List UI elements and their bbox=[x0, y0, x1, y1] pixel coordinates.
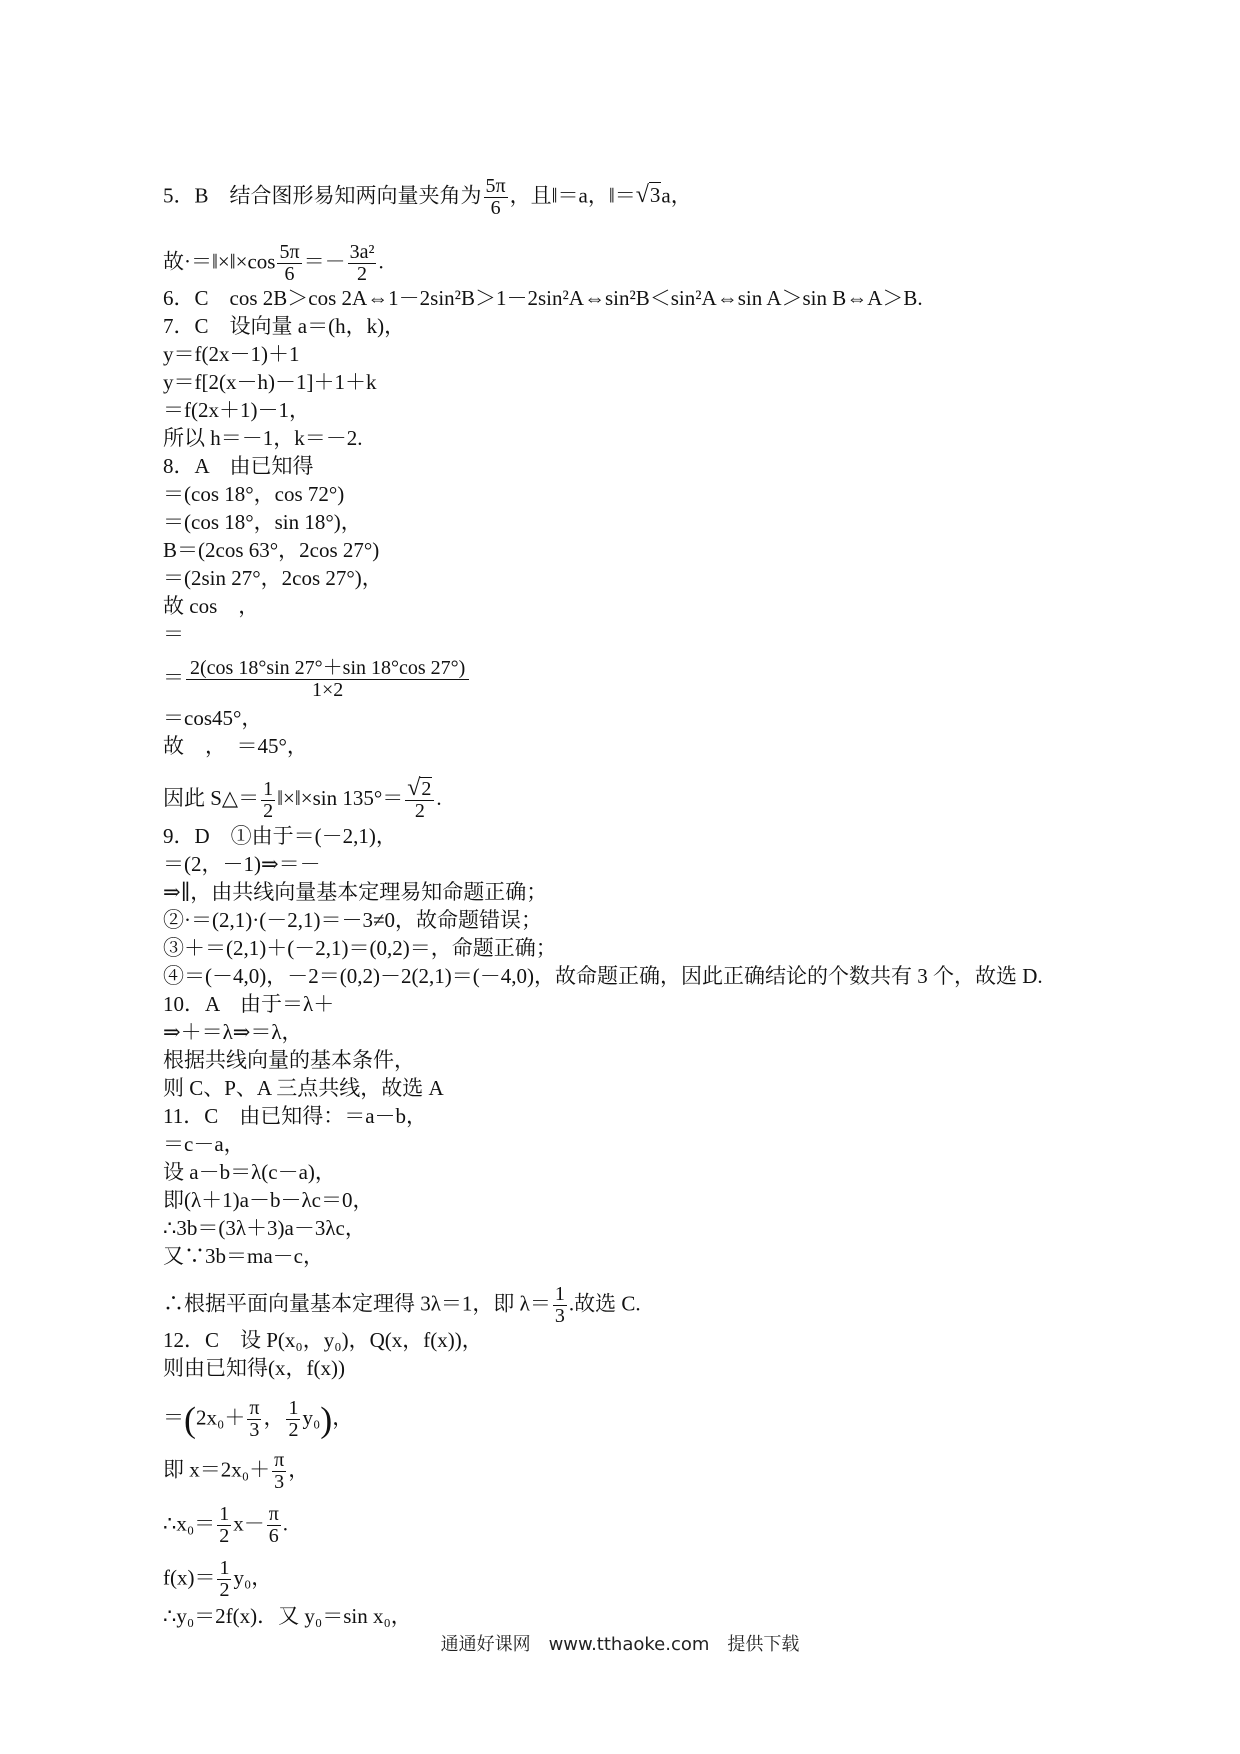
fraction bbox=[261, 779, 275, 822]
fraction-denominator: 2 bbox=[414, 800, 425, 822]
text-line bbox=[163, 284, 923, 312]
text-run: ③＋＝(2,1)＋(－2,1)＝(0,2)＝，命题正确； bbox=[163, 936, 557, 960]
page-footer: 通通好课网 www.tthaoke.com 提供下载 bbox=[440, 1634, 800, 1655]
text-run: 8．A 由已知得 bbox=[163, 454, 314, 478]
text-run: 则由已知得(x，f(x)) bbox=[163, 1356, 345, 1380]
text-run: ②·＝(2,1)·(－2,1)＝－3≠0，故命题错误； bbox=[163, 908, 542, 932]
text-run: 故·＝‖×‖×cos bbox=[163, 249, 276, 274]
text-run: ＝(cos 18°，sin 18°)， bbox=[163, 510, 362, 534]
fraction-denominator: 2 bbox=[263, 799, 274, 822]
text-run: ， bbox=[263, 1405, 285, 1430]
text-run: 7．C 设向量 a＝(h，k)， bbox=[163, 314, 406, 338]
big-parenthesis: ) bbox=[320, 1399, 333, 1440]
text-line bbox=[163, 1074, 444, 1102]
fraction bbox=[553, 1284, 567, 1327]
text-run: . bbox=[378, 249, 384, 274]
text-run: ∴根据平面向量基本定理得 3λ＝1，即 λ＝ bbox=[163, 1291, 551, 1316]
fraction bbox=[272, 1450, 286, 1493]
text-line bbox=[163, 564, 383, 592]
text-run: ， bbox=[332, 1405, 354, 1430]
text-run: ＝(cos 18°，cos 72°) bbox=[163, 482, 345, 506]
text-line bbox=[163, 1354, 345, 1382]
text-run: 即(λ＋1)a－b－λc＝0， bbox=[163, 1188, 374, 1212]
radical bbox=[636, 181, 662, 209]
text-run: ④＝(－4,0)，－2＝(0,2)－2(2,1)＝(－4,0)，故命题正确，因此正确结论的个数共有 3 个，故选 D. bbox=[163, 964, 1043, 988]
text-run: ＝cos45°， bbox=[163, 706, 263, 730]
fraction-denominator: 3 bbox=[274, 1471, 285, 1493]
text-run: ＝－ bbox=[303, 249, 346, 274]
text-line bbox=[163, 732, 308, 760]
text-run: 故 ， ＝45°， bbox=[163, 734, 308, 758]
radicand: 2 bbox=[421, 778, 432, 800]
text-line bbox=[163, 1242, 324, 1270]
fraction-denominator: 2 bbox=[219, 1579, 230, 1601]
fraction-denominator: 6 bbox=[490, 197, 501, 219]
text-run: ⇒∥，由共线向量基本定理易知命题正确； bbox=[163, 880, 548, 904]
big-parenthesis: ( bbox=[184, 1399, 196, 1440]
text-line bbox=[163, 1158, 336, 1186]
radical-sign: √ bbox=[635, 182, 649, 209]
fraction-numerator: π bbox=[249, 1397, 260, 1419]
text-line bbox=[163, 704, 262, 732]
fraction-numerator: 1 bbox=[219, 1503, 230, 1525]
text-run: . bbox=[436, 785, 442, 810]
fraction-numerator: π bbox=[274, 1449, 285, 1471]
fraction bbox=[247, 1398, 261, 1441]
text-line bbox=[163, 775, 442, 822]
text-run: 设 a－b＝λ(c－a)， bbox=[163, 1160, 336, 1184]
text-run: ‖×‖×sin 135°＝ bbox=[277, 785, 404, 810]
text-line bbox=[163, 1046, 415, 1074]
text-line bbox=[163, 1557, 273, 1601]
text-run: 根据共线向量的基本条件， bbox=[163, 1048, 415, 1072]
text-run: y₀， bbox=[233, 1565, 273, 1590]
text-run: 则 C、P、A 三点共线，故选 A bbox=[163, 1076, 444, 1100]
text-line bbox=[163, 1214, 366, 1242]
text-line bbox=[163, 962, 1043, 990]
radical-sign: √ bbox=[407, 775, 421, 801]
fraction-denominator: 6 bbox=[268, 1525, 279, 1547]
text-run: B＝(2cos 63°，2cos 27°) bbox=[163, 538, 380, 562]
text-run: 又∵3b＝ma－c， bbox=[163, 1244, 324, 1268]
text-line bbox=[163, 878, 547, 906]
text-line bbox=[163, 480, 344, 508]
text-run: y＝f(2x－1)＋1 bbox=[163, 342, 300, 366]
text-run: f(x)＝ bbox=[163, 1565, 216, 1590]
text-run: 10．A 由于＝λ＋ bbox=[163, 992, 335, 1016]
text-run: x－ bbox=[233, 1511, 265, 1536]
text-line bbox=[163, 850, 321, 878]
text-run: ＝f(2x＋1)－1， bbox=[163, 398, 310, 422]
fraction-denominator: 2 bbox=[288, 1419, 299, 1441]
text-line bbox=[163, 340, 299, 368]
text-run: ＝(2，－1)⇒＝－ bbox=[163, 852, 321, 876]
fraction-numerator: 3a² bbox=[349, 241, 375, 263]
fraction bbox=[277, 242, 301, 285]
text-run: 12．C 设 P(x₀，y₀)，Q(x，f(x))， bbox=[163, 1328, 483, 1352]
text-line bbox=[163, 1283, 641, 1327]
text-run: 5．B 结合图形易知两向量夹角为 bbox=[163, 183, 482, 208]
text-run: y₀ bbox=[302, 1405, 321, 1430]
text-line bbox=[163, 822, 397, 850]
text-line bbox=[163, 396, 310, 424]
text-run: ＝(2sin 27°，2cos 27°)， bbox=[163, 566, 383, 590]
text-run: 所以 h＝－1，k＝－2. bbox=[163, 426, 363, 450]
text-run: 6．C cos 2B＞cos 2A⇔1－2sin²B＞1－2sin²A⇔sin²B＜sin²A⇔sin A＞sin B⇔A＞B. bbox=[163, 286, 923, 310]
text-run: 2x₀＋ bbox=[196, 1405, 246, 1430]
radicand: 3 bbox=[649, 183, 661, 208]
text-line bbox=[163, 508, 362, 536]
fraction bbox=[267, 1504, 281, 1547]
fraction bbox=[217, 1558, 231, 1601]
fraction-numerator: 5π bbox=[485, 175, 506, 197]
text-run: ＝c－a， bbox=[163, 1132, 245, 1156]
text-line bbox=[163, 1503, 289, 1547]
text-run: ∴y₀＝2f(x)．又 y₀＝sin x₀， bbox=[163, 1604, 412, 1628]
fraction-denominator: 3 bbox=[249, 1419, 260, 1441]
text-line bbox=[163, 1449, 310, 1493]
text-line bbox=[163, 990, 334, 1018]
text-run: ，且‖＝a，‖＝ bbox=[509, 183, 636, 208]
text-line bbox=[163, 175, 692, 219]
text-run: .故选 C. bbox=[568, 1291, 641, 1316]
fraction-numerator: 1 bbox=[288, 1397, 299, 1419]
fraction bbox=[405, 775, 434, 822]
text-run: a， bbox=[661, 183, 692, 208]
fraction bbox=[348, 242, 377, 285]
text-run: 9．D ①由于＝(－2,1)， bbox=[163, 824, 397, 848]
text-line bbox=[163, 1326, 483, 1354]
fraction-denominator: 2 bbox=[357, 263, 368, 285]
text-run: y＝f[2(x－h)－1]＋1＋k bbox=[163, 370, 377, 394]
fraction-denominator: 3 bbox=[554, 1305, 565, 1327]
text-line bbox=[163, 1018, 303, 1046]
text-line bbox=[163, 312, 405, 340]
text-line bbox=[163, 1186, 374, 1214]
text-line bbox=[163, 1397, 354, 1441]
text-run: 即 x＝2x₀＋ bbox=[163, 1457, 271, 1482]
text-run: ＝ bbox=[163, 622, 184, 646]
text-run: . bbox=[282, 1511, 289, 1536]
text-run: ＝ bbox=[163, 1405, 184, 1430]
radical bbox=[407, 775, 432, 801]
text-line bbox=[163, 241, 384, 285]
fraction-numerator: 1 bbox=[554, 1283, 565, 1305]
fraction bbox=[286, 1398, 300, 1441]
fraction-numerator: 2(cos 18°sin 27°＋sin 18°cos 27°) bbox=[186, 658, 469, 680]
fraction-numerator: π bbox=[268, 1503, 279, 1525]
text-run: ∴x₀＝ bbox=[163, 1511, 216, 1536]
text-line bbox=[163, 1130, 245, 1158]
fraction bbox=[217, 1504, 231, 1547]
text-run: ∴3b＝(3λ＋3)a－3λc， bbox=[163, 1216, 366, 1240]
text-run: 故 cos ， bbox=[163, 594, 260, 618]
text-line bbox=[163, 620, 184, 648]
fraction-denominator: 6 bbox=[284, 263, 295, 285]
text-run: 因此 S△＝ bbox=[163, 785, 260, 810]
text-line bbox=[163, 592, 259, 620]
text-run: ⇒＋＝λ⇒＝λ， bbox=[163, 1020, 303, 1044]
text-line bbox=[163, 906, 542, 934]
text-run: ＝ bbox=[163, 665, 184, 690]
fraction-denominator: 1×2 bbox=[312, 679, 344, 701]
fraction-numerator: 1 bbox=[219, 1557, 230, 1579]
text-run: ， bbox=[288, 1457, 310, 1482]
fraction-numerator bbox=[405, 775, 434, 801]
text-line bbox=[163, 536, 379, 564]
text-line bbox=[163, 1602, 412, 1630]
fraction-denominator: 2 bbox=[219, 1525, 230, 1547]
fraction bbox=[186, 658, 469, 701]
fraction-numerator: 1 bbox=[263, 777, 274, 800]
text-run: 11．C 由已知得：＝a－b， bbox=[163, 1104, 428, 1128]
text-line bbox=[163, 1102, 427, 1130]
text-line bbox=[163, 452, 314, 480]
text-line bbox=[163, 424, 363, 452]
text-line bbox=[163, 934, 557, 962]
fraction bbox=[484, 176, 508, 219]
text-line bbox=[163, 368, 376, 396]
fraction-numerator: 5π bbox=[279, 241, 300, 263]
